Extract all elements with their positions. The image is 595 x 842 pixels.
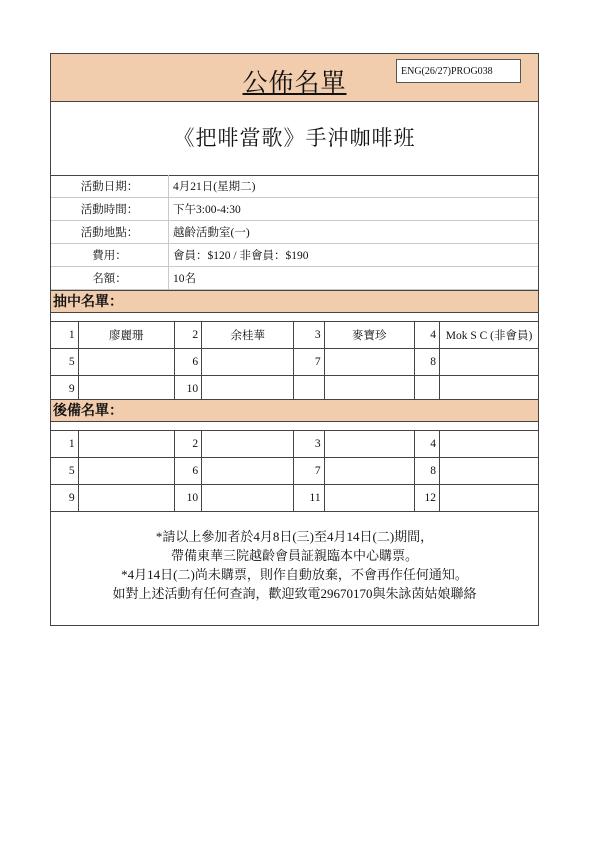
event-title: 《把啡當歌》手沖咖啡班 [51,101,538,176]
entry-name [78,349,174,376]
entry-number: 10 [175,376,202,403]
entry-name: Mok S C (非會員) [440,322,538,349]
entry-number: 8 [414,349,439,376]
entry-name [78,485,174,512]
notice-line: *請以上參加者於4月8日(三)至4月14日(二)期間， [155,529,434,544]
entry-name [440,349,538,376]
info-row [51,198,538,221]
program-code: ENG(26/27)PROG038 [396,59,521,83]
info-value: 4月21日(星期二) [169,175,539,198]
entry-number: 10 [175,485,202,512]
entry-number: 6 [175,349,202,376]
entry-number: 4 [414,431,439,458]
entry-name [78,458,174,485]
info-row [51,221,538,244]
info-label: 名額： [51,267,169,290]
entry-name [202,458,294,485]
entry-name: 余桂華 [202,322,294,349]
info-value: 10名 [169,267,539,290]
info-value: 會員：$120 / 非會員：$190 [169,244,539,267]
header-band [51,54,538,102]
info-value: 越齡活動室(一) [169,221,539,244]
info-label: 活動時間： [51,198,169,221]
entry-number: 7 [294,349,324,376]
entry-number: 6 [175,458,202,485]
announcement-sheet [50,53,539,626]
entry-number: 5 [51,458,78,485]
entry-name [202,485,294,512]
entry-number: 1 [51,322,78,349]
entry-name [440,458,538,485]
waitlist-table [51,430,538,512]
entry-name [324,349,414,376]
entry-number: 8 [414,458,439,485]
entry-name [324,485,414,512]
selected-list-table [51,321,538,403]
table-row [51,485,538,512]
table-row [51,349,538,376]
entry-number: 9 [51,485,78,512]
entry-number: 1 [51,431,78,458]
table-row [51,322,538,349]
entry-name [324,431,414,458]
notice-line: 帶備東華三院越齡會員証親臨本中心購票。 [170,548,418,563]
entry-name: 麥寶珍 [324,322,414,349]
entry-number: 2 [175,431,202,458]
event-info-table [51,175,538,290]
entry-number: 7 [294,458,324,485]
table-row [51,458,538,485]
info-row [51,175,538,198]
entry-number: 12 [414,485,439,512]
entry-number: 3 [294,431,324,458]
notice-line: 如對上述活動有任何查詢，歡迎致電29670170與朱詠茵姑娘聯絡 [112,586,477,601]
notice-text [51,527,538,603]
entry-number: 11 [294,485,324,512]
info-row [51,267,538,290]
entry-number: 3 [294,322,324,349]
entry-number: 4 [414,322,439,349]
info-value: 下午3:00-4:30 [169,198,539,221]
page-title: 公佈名單 [242,70,347,97]
entry-name [440,431,538,458]
info-label: 費用： [51,244,169,267]
entry-number: 2 [175,322,202,349]
waitlist-heading: 後備名單： [51,399,538,422]
notice-line: *4月14日(二)尚未購票，則作自動放棄，不會再作任何通知。 [121,567,468,582]
entry-name [78,431,174,458]
entry-name: 廖麗珊 [78,322,174,349]
info-label: 活動日期： [51,175,169,198]
entry-name [324,458,414,485]
entry-number: 5 [51,349,78,376]
entry-number: 9 [51,376,78,403]
entry-name [440,485,538,512]
entry-name [202,431,294,458]
info-row [51,244,538,267]
table-row [51,431,538,458]
entry-name [202,349,294,376]
selected-list-heading: 抽中名單： [51,290,538,313]
info-label: 活動地點： [51,221,169,244]
